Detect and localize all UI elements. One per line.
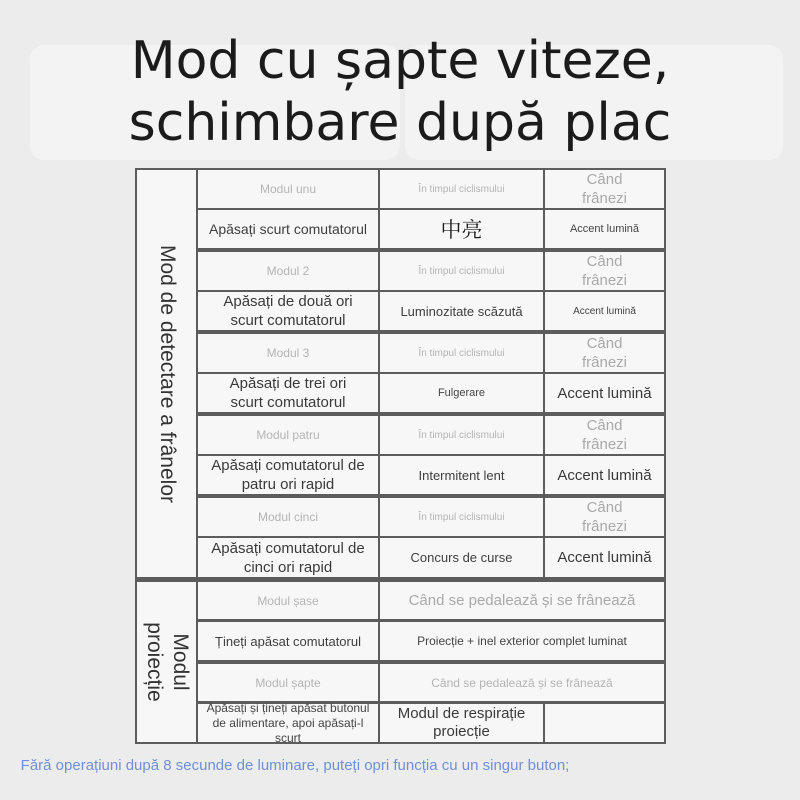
- table-cell-effect: Intermitent lent: [380, 456, 543, 494]
- projection-label-cell: [137, 582, 196, 742]
- table-cell-effect: Modul de respirație proiecție: [380, 704, 543, 742]
- table-cell-brake-effect: Accent lumină: [545, 456, 664, 494]
- table-cell-effect: Fulgerare: [380, 374, 543, 412]
- table-cell-braking: Când frânezi: [545, 334, 664, 372]
- table-cell-riding: În timpul ciclismului: [380, 498, 543, 536]
- table-cell-condition: Când se pedalează și se frânează: [380, 664, 664, 701]
- table-cell-riding: În timpul ciclismului: [380, 170, 543, 208]
- table-cell-braking: Când frânezi: [545, 416, 664, 454]
- table-cell-braking: Când frânezi: [545, 170, 664, 208]
- table-cell-action: Țineți apăsat comutatorul: [198, 622, 378, 660]
- footer-note: Fără operațiuni după 8 secunde de luminare, puteți opri funcția cu un singur buton;: [20, 757, 570, 774]
- projection-label: Modul proiecție: [142, 622, 192, 702]
- table-cell-condition: Când se pedalează și se frânează: [380, 582, 664, 619]
- table-cell-action: Apăsați comutatorul de patru ori rapid: [198, 456, 378, 494]
- table-cell-braking: Când frânezi: [545, 498, 664, 536]
- table-cell-effect: 中亮: [380, 210, 543, 248]
- table-cell-action: Apăsați comutatorul de cinci ori rapid: [198, 538, 378, 577]
- page-title: [0, 30, 800, 154]
- table-cell-action: Apăsați de două ori scurt comutatorul: [198, 292, 378, 330]
- table-cell-empty: [545, 704, 664, 742]
- table-cell-brake-effect: Accent lumină: [545, 538, 664, 577]
- brake-detection-label: Mod de detectare a frânelor: [155, 244, 179, 503]
- table-cell-mode: Modul patru: [198, 416, 378, 454]
- table-cell-mode: Modul 2: [198, 252, 378, 290]
- table-cell-effect: Luminozitate scăzută: [380, 292, 543, 330]
- table-cell-mode: Modul 3: [198, 334, 378, 372]
- table-cell-action: Apăsați scurt comutatorul: [198, 210, 378, 248]
- table-cell-brake-effect: Accent lumină: [545, 210, 664, 248]
- table-cell-brake-effect: Accent lumină: [545, 292, 664, 330]
- modes-table: [135, 168, 666, 744]
- title-line-1: Mod cu șapte viteze,: [130, 31, 670, 91]
- table-cell-mode: Modul unu: [198, 170, 378, 208]
- table-cell-effect: Concurs de curse: [380, 538, 543, 577]
- table-cell-mode: Modul șapte: [198, 664, 378, 701]
- table-cell-effect: Proiecție + inel exterior complet luminat: [380, 622, 664, 660]
- table-cell-riding: În timpul ciclismului: [380, 252, 543, 290]
- table-cell-brake-effect: Accent lumină: [545, 374, 664, 412]
- table-cell-action: Apăsați și țineți apăsat butonul de alimentare, apoi apăsați-l scurt: [198, 704, 378, 742]
- table-cell-mode: Modul cinci: [198, 498, 378, 536]
- brake-detection-label-cell: [137, 170, 196, 577]
- table-cell-riding: În timpul ciclismului: [380, 334, 543, 372]
- table-cell-action: Apăsați de trei ori scurt comutatorul: [198, 374, 378, 412]
- table-cell-riding: În timpul ciclismului: [380, 416, 543, 454]
- table-cell-mode: Modul șase: [198, 582, 378, 619]
- table-cell-braking: Când frânezi: [545, 252, 664, 290]
- title-line-2: schimbare după plac: [128, 93, 672, 153]
